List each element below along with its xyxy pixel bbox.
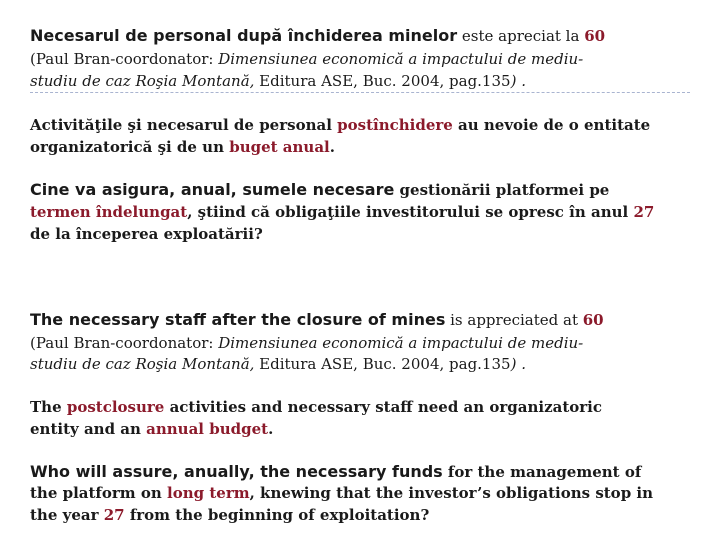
en-p1-line1 [30,310,604,329]
ro-p2-line1 [30,116,650,134]
en-p2-text-c: activities and necessary staff need an organizatoric [164,398,603,416]
en-p3-text-l2c: , knewing that the investor’s obligations stop in [249,484,654,502]
ro-p3-text-l2b: , ştiind că obligaţiile investitorului se opresc în anul [187,203,634,221]
ro-p1-line2 [30,50,583,68]
en-p1-line3 [30,355,526,373]
ro-p3-line2 [30,203,654,221]
ro-p2-text-l2c: . [329,138,335,156]
ro-p1-citation-publisher: Editura ASE, Buc. 2004, pag.135 [254,72,511,90]
ro-p1-line3 [30,72,526,90]
en-p2-text-l2a: entity and an [30,420,147,438]
ro-p3-bold-text: Cine va asigura, anual, sumele necesare [30,180,395,199]
en-p3-line3 [30,506,429,524]
ro-p2-highlight-budget: buget anual [229,138,330,156]
ro-p1-line1 [30,26,605,45]
ro-p2-highlight: postînchidere [337,116,453,134]
ro-p2-text-l2a: organizatorică şi de un [30,138,230,156]
en-p1-citation-author: (Paul Bran-coordonator: [30,334,219,352]
en-p3-text-l3c: from the beginning of exploitation? [124,506,430,524]
en-p3-text-l2a: the platform on [30,484,168,502]
ro-p1-citation-author: (Paul Bran-coordonator: [30,50,219,68]
ro-p2-line2 [30,138,335,156]
en-p3-line2 [30,484,653,502]
ro-p2-text-a: Activităţile şi necesarul de personal [30,116,338,134]
en-p2-line1 [30,398,602,416]
en-p2-highlight: postclosure [66,398,165,416]
en-p3-bold-text: Who will assure, anually, the necessary funds [30,462,443,481]
en-p2-text-a: The [30,398,67,416]
en-p3-highlight: long term [167,484,250,502]
ro-p3-year: 27 [633,203,655,221]
en-p2-line2 [30,420,273,438]
ro-p1-number: 60 [584,27,606,45]
ro-p1-citation-title: Dimensiunea economică a impactului de mediu- [218,50,584,68]
en-p2-text-l2c: . [268,420,274,438]
en-p1-citation-title: Dimensiunea economică a impactului de mediu- [218,334,584,352]
ro-p2-text-c: au nevoie de o entitate [452,116,651,134]
ro-p1-citation-end: ) . [510,72,526,90]
en-p2-highlight-budget: annual budget [146,420,269,438]
ro-p3-text-b: gestionării platformei pe [394,181,610,199]
en-p1-citation-end: ) . [510,355,526,373]
ro-p3-highlight: termen îndelungat [30,203,188,221]
en-p3-line1 [30,462,641,481]
dashed-divider [30,92,690,93]
en-p3-year: 27 [103,506,125,524]
en-p1-citation-publisher: Editura ASE, Buc. 2004, pag.135 [254,355,511,373]
en-p1-citation-title-cont: studiu de caz Roşia Montană, [30,355,255,373]
en-p1-normal-text: is appreciated at [445,311,583,329]
en-p1-bold-text: The necessary staff after the closure of mines [30,310,446,329]
en-p3-text-l3a: the year [30,506,104,524]
ro-p1-bold-text: Necesarul de personal după închiderea minelor [30,26,458,45]
ro-p3-text-l3: de la începerea exploatării? [30,225,263,243]
ro-p3-line3 [30,225,263,243]
ro-p1-normal-text: este apreciat la [457,27,585,45]
en-p1-number: 60 [582,311,604,329]
ro-p1-citation-title-cont: studiu de caz Roşia Montană, [30,72,255,90]
ro-p3-line1 [30,180,609,199]
en-p3-text-b: for the management of [442,463,642,481]
en-p1-line2 [30,334,583,352]
